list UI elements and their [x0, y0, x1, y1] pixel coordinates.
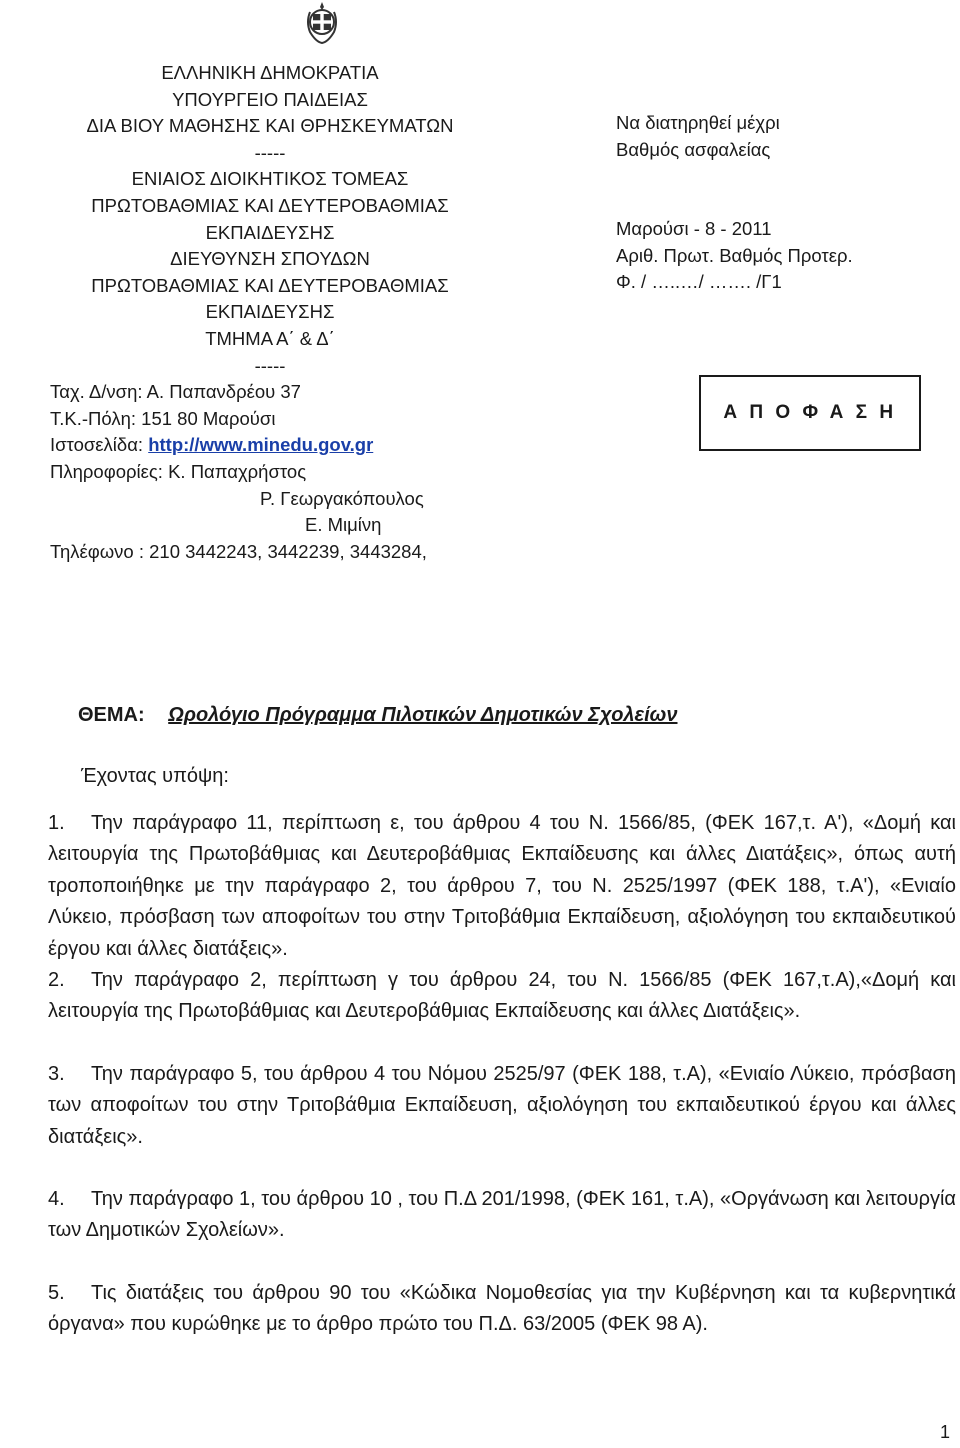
- subject-label: ΘΕΜΑ:: [78, 704, 145, 726]
- subject-text: Ωρολόγιο Πρόγραμμα Πιλοτικών Δημοτικών Σχολείων: [168, 704, 678, 726]
- considering-heading: Έχοντας υπόψη:: [81, 765, 229, 787]
- phone-numbers: Τηλέφωνο : 210 3442243, 3442239, 3443284,: [50, 540, 427, 562]
- separator: -----: [254, 141, 286, 163]
- directorate-name: ΔΙΕΥΘΥΝΣΗ ΣΠΟΥΔΩΝ: [170, 248, 370, 270]
- file-reference: Φ. / …..…/ ……. /Γ1: [616, 271, 782, 293]
- sector-name-cont: ΠΡΩΤΟΒΑΘΜΙΑΣ ΚΑΙ ΔΕΥΤΕΡΟΒΑΘΜΙΑΣ: [91, 194, 449, 216]
- issuing-authority-header: [50, 60, 490, 565]
- list-item-number: 2.: [48, 969, 65, 992]
- contact-person: Ε. Μιμίνη: [305, 514, 382, 536]
- list-item: [48, 1278, 956, 1341]
- list-item-text: Τις διατάξεις του άρθρου 90 του «Κώδικα Νομοθεσίας για την Κυβέρνηση και τα κυβερνητικά όργανα» που κυρώθηκε με το άρθρο πρώτο του Π.Δ. 63/2005 (ΦΕΚ 98 Α).: [48, 1281, 956, 1336]
- ministry-name-cont: ΔΙΑ ΒΙΟΥ ΜΑΘΗΣΗΣ ΚΑΙ ΘΡΗΣΚΕΥΜΑΤΩΝ: [86, 115, 454, 137]
- sector-name-end: ΕΚΠΑΙΔΕΥΣΗΣ: [205, 221, 335, 243]
- place-date: Μαρούσι - 8 - 2011: [616, 218, 772, 240]
- security-level-field: Βαθμός ασφαλείας: [616, 138, 771, 160]
- list-item-text: Την παράγραφο 1, του άρθρου 10 , του Π.Δ 201/1998, (ΦΕΚ 161, τ.Α), «Οργάνωση και λειτουργία των Δημοτικών Σχολείων».: [48, 1188, 956, 1242]
- separator: -----: [254, 354, 286, 376]
- list-item-text: Την παράγραφο 2, περίπτωση γ του άρθρου 24, του Ν. 1566/85 (ΦΕΚ 167,τ.Α),«Δομή και λειτουργία της Πρωτοβάθμιας και Δευτεροβάθμιας Εκπαίδευσης και άλλες Διατάξεις».: [48, 969, 956, 1023]
- document-reference-block: [616, 110, 936, 296]
- subject-line: [78, 704, 678, 727]
- hellenic-republic-seal-icon: [302, 0, 342, 44]
- list-item-number: 4.: [48, 1188, 65, 1211]
- department-name: ΤΜΗΜΑ Α΄ & Δ΄: [205, 327, 335, 349]
- directorate-name-cont: ΠΡΩΤΟΒΑΘΜΙΑΣ ΚΑΙ ΔΕΥΤΕΡΟΒΑΘΜΙΑΣ: [91, 274, 449, 296]
- list-item: [48, 1184, 956, 1247]
- list-item: [48, 1059, 956, 1153]
- list-item-number: 5.: [48, 1281, 65, 1304]
- list-item-number: 1.: [48, 812, 65, 834]
- page-number: 1: [940, 1422, 951, 1442]
- list-item-text: Την παράγραφο 11, περίπτωση ε, του άρθρου 4 του Ν. 1566/85, (ΦΕΚ 167,τ. Α'), «Δομή και λειτουργία της Πρωτοβάθμιας και Δευτεροβάθμιας Εκπαίδευσης και άλλες Διατάξεις», όπως αυτή τροποποιήθηκε με την παράγραφο 2, του άρθρου 7, του Ν. 2525/1997 (ΦΕΚ 188, τ.Α'), «Ενιαίο Λύκειο, πρόσβαση των αποφοίτων του στην Τριτοβάθμια Εκπαίδευση, αξιολόγηση του εκπαιδευτικού έργου και άλλες διατάξεις».: [48, 812, 956, 960]
- postcode-city: Τ.Κ.-Πόλη: 151 80 Μαρούσι: [50, 407, 276, 429]
- website-label: Ιστοσελίδα:: [50, 434, 144, 456]
- list-item: [48, 965, 956, 1028]
- contact-persons-label: Πληροφορίες: Κ. Παπαχρήστος: [50, 460, 307, 482]
- ministry-name: ΥΠΟΥΡΓΕΙΟ ΠΑΙΔΕΙΑΣ: [172, 88, 368, 110]
- list-item-number: 3.: [48, 1062, 65, 1085]
- directorate-name-end: ΕΚΠΑΙΔΕΥΣΗΣ: [205, 301, 335, 323]
- website-link[interactable]: http://www.minedu.gov.gr: [148, 434, 374, 456]
- decision-title: Α Π Ο Φ Α Σ Η: [699, 375, 921, 451]
- contact-person: Ρ. Γεωργακόπουλος: [260, 487, 424, 509]
- sector-name: ΕΝΙΑΙΟΣ ΔΙΟΙΚΗΤΙΚΟΣ ΤΟΜΕΑΣ: [131, 168, 409, 190]
- retention-field: Να διατηρηθεί μέχρι: [616, 112, 780, 133]
- list-item: [48, 808, 956, 965]
- legal-basis-list: [48, 808, 956, 1341]
- list-item-text: Την παράγραφο 5, του άρθρου 4 του Νόμου 2525/97 (ΦΕΚ 188, τ.Α), «Ενιαίο Λύκειο, πρόσβαση των αποφοίτων του στην Τριτοβάθμια Εκπαίδευση, αξιολόγηση του εκπαιδευτικού έργου και άλλες διατάξεις».: [48, 1062, 956, 1148]
- country-name: ΕΛΛΗΝΙΚΗ ΔΗΜΟΚΡΑΤΙΑ: [161, 62, 379, 83]
- protocol-number-field: Αριθ. Πρωτ. Βαθμός Προτερ.: [616, 244, 853, 266]
- postal-address: Ταχ. Δ/νση: Α. Παπανδρέου 37: [50, 381, 301, 403]
- website-line: [50, 432, 490, 459]
